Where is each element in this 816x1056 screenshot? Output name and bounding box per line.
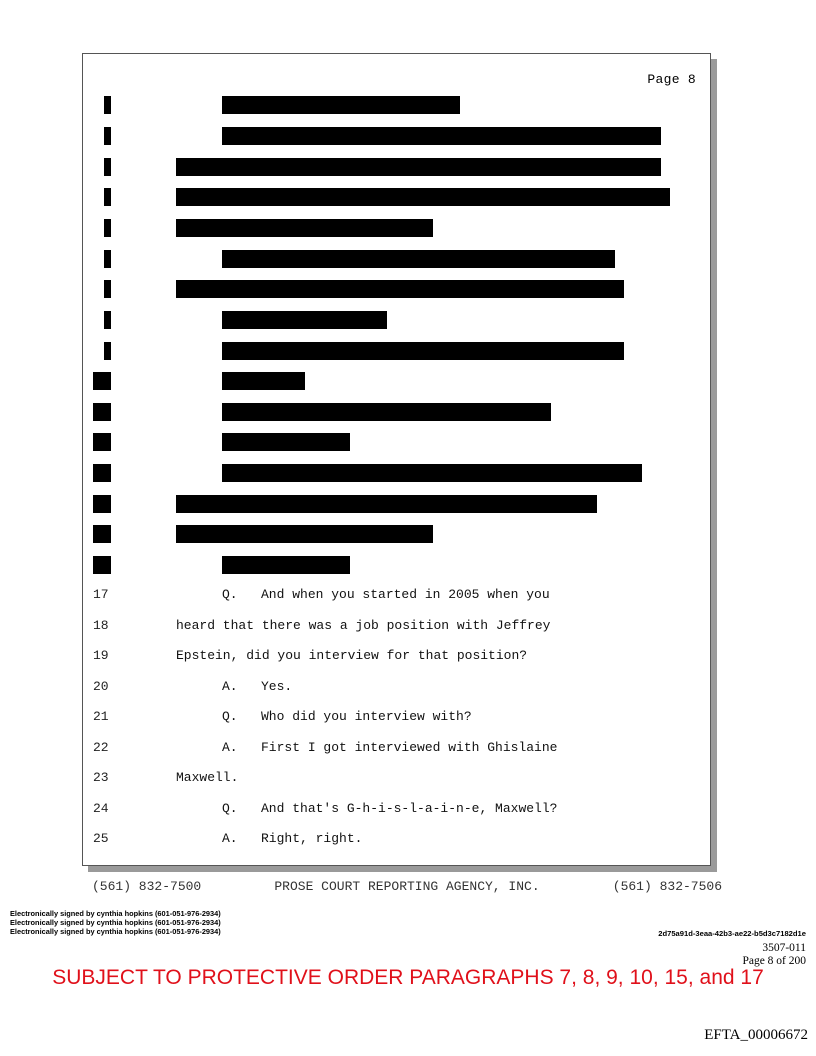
reporter-footer [92, 879, 722, 894]
transcript-line: Q. And that's G-h-i-s-l-a-i-n-e, Maxwell? [222, 801, 558, 816]
redacted-line-number [93, 433, 111, 451]
redacted-text-line [222, 556, 350, 574]
redacted-line-number [93, 495, 111, 513]
redacted-line-number [104, 219, 111, 237]
redacted-line-number [104, 280, 111, 298]
redacted-line-number [104, 342, 111, 360]
line-number: 19 [93, 648, 109, 663]
page-count: Page 8 of 200 [742, 955, 806, 967]
redacted-line-number [104, 127, 111, 145]
redacted-text-line [222, 342, 624, 360]
redacted-text-line [222, 464, 642, 482]
line-number: 23 [93, 770, 109, 785]
protective-order-notice: SUBJECT TO PROTECTIVE ORDER PARAGRAPHS 7, 8, 9, 10, 15, and 17 [52, 966, 764, 989]
redacted-text-line [176, 219, 433, 237]
redacted-line-number [104, 250, 111, 268]
redacted-text-line [176, 525, 433, 543]
page-label: Page 8 [647, 72, 696, 87]
redacted-text-line [176, 495, 597, 513]
redacted-text-line [176, 158, 661, 176]
document-number: 3507-011 [762, 942, 806, 954]
transcript-line: Q. And when you started in 2005 when you [222, 587, 550, 602]
redacted-text-line [222, 433, 350, 451]
signature-line: Electronically signed by cynthia hopkins (601-051-976-2934) [10, 927, 221, 936]
transcript-line: Maxwell. [176, 770, 239, 785]
footer-phone-left: (561) 832-7500 [92, 879, 202, 894]
redacted-text-line [222, 250, 615, 268]
redacted-line-number [93, 464, 111, 482]
redacted-text-line [222, 96, 460, 114]
transcript-line: Epstein, did you interview for that position? [176, 648, 528, 663]
line-number: 21 [93, 709, 109, 724]
redacted-text-line [222, 127, 661, 145]
redacted-line-number [93, 372, 111, 390]
transcript-line: A. Right, right. [222, 831, 363, 846]
line-number: 24 [93, 801, 109, 816]
footer-agency: PROSE COURT REPORTING AGENCY, INC. [274, 879, 540, 894]
redacted-text-line [176, 188, 670, 206]
redacted-line-number [104, 96, 111, 114]
redacted-text-line [222, 403, 551, 421]
transcript-line: A. First I got interviewed with Ghislaine [222, 740, 558, 755]
redacted-line-number [104, 158, 111, 176]
transcript-line: Q. Who did you interview with? [222, 709, 472, 724]
line-number: 17 [93, 587, 109, 602]
redacted-text-line [222, 372, 305, 390]
redacted-text-line [222, 311, 387, 329]
line-number: 25 [93, 831, 109, 846]
document-hash: 2d75a91d-3eaa-42b3-ae22-b5d3c7182d1e [658, 929, 806, 938]
line-number: 22 [93, 740, 109, 755]
signature-line: Electronically signed by cynthia hopkins (601-051-976-2934) [10, 918, 221, 927]
redacted-line-number [93, 525, 111, 543]
redacted-text-line [176, 280, 624, 298]
redacted-line-number [104, 311, 111, 329]
footer-phone-right: (561) 832-7506 [612, 879, 722, 894]
signature-line: Electronically signed by cynthia hopkins (601-051-976-2934) [10, 909, 221, 918]
line-number: 18 [93, 618, 109, 633]
redacted-line-number [104, 188, 111, 206]
redacted-line-number [93, 403, 111, 421]
efta-id: EFTA_00006672 [704, 1027, 808, 1043]
transcript-line: A. Yes. [222, 679, 293, 694]
transcript-line: heard that there was a job position with Jeffrey [176, 618, 551, 633]
redacted-line-number [93, 556, 111, 574]
line-number: 20 [93, 679, 109, 694]
